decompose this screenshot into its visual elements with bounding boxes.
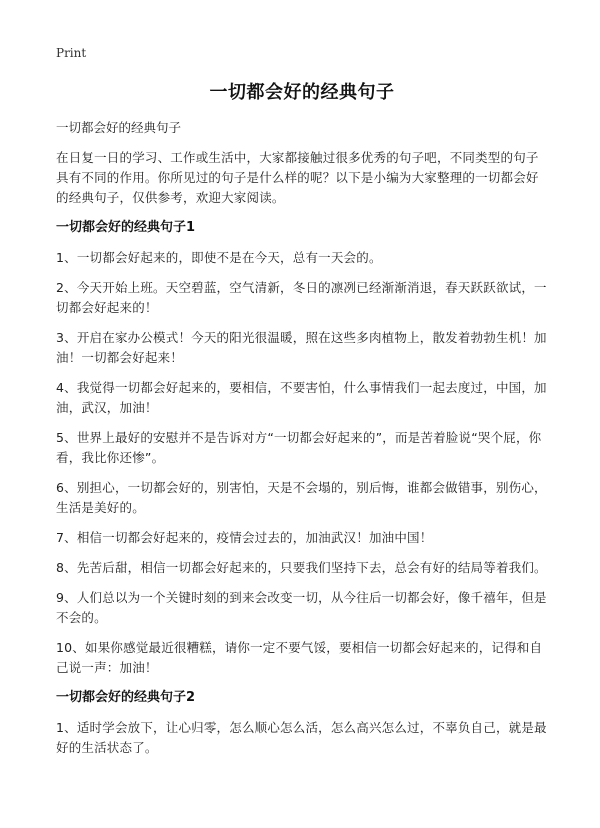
list-item: 1、一切都会好起来的，即使不是在今天，总有一天会的。 (56, 250, 382, 265)
list-item: 9、人们总以为一个关键时刻的到来会改变一切，从今往后一切都会好，像千禧年，但是不会的。 (56, 590, 547, 625)
list-item: 4、我觉得一切都会好起来的，要相信，不要害怕，什么事情我们一起去度过，中国，加油，武汉，加油！ (56, 380, 547, 415)
list-item: 8、先苦后甜，相信一切都会好起来的，只要我们坚持下去，总会有好的结局等着我们。 (56, 560, 547, 575)
section-heading: 一切都会好的经典句子2 (56, 690, 196, 705)
list-item: 10、如果你感觉最近很糟糕，请你一定不要气馁，要相信一切都会好起来的，记得和自己说一声：加油！ (56, 640, 543, 675)
list-item: 3、开启在家办公模式！今天的阳光很温暖，照在这些多肉植物上，散发着勃勃生机！加油！一切都会好起来！ (56, 330, 547, 365)
list-item: 7、相信一切都会好起来的，疫情会过去的，加油武汉！加油中国！ (56, 530, 433, 545)
print-link[interactable]: Print (56, 46, 87, 60)
list-item: 5、世界上最好的安慰并不是告诉对方“一切都会好起来的”，而是苦着脸说“哭个屁，你看，我比你还惨”。 (56, 430, 542, 465)
intro-paragraph: 在日复一日的学习、工作或生活中，大家都接触过很多优秀的句子吧，不同类型的句子具有不同的作用。你所见过的句子是什么样的呢？以下是小编为大家整理的一切都会好的经典句子，仅供参考，欢迎大家阅读。 (56, 150, 539, 205)
list-item: 6、别担心，一切都会好的，别害怕，天是不会塌的，别后悔，谁都会做错事，别伤心，生活是美好的。 (56, 480, 547, 515)
article-subtitle: 一切都会好的经典句子 (56, 120, 182, 135)
article-body (56, 118, 548, 768)
list-item: 1、适时学会放下，让心归零，怎么顺心怎么活，怎么高兴怎么过，不辜负自己，就是最好的生活状态了。 (56, 720, 547, 755)
page-title: 一切都会好的经典句子 (209, 82, 395, 103)
list-item: 2、今天开始上班。天空碧蓝，空气清新，冬日的凛冽已经渐渐消退，春天跃跃欲试，一切都会好起来的！ (56, 280, 547, 315)
section-heading: 一切都会好的经典句子1 (56, 220, 196, 235)
